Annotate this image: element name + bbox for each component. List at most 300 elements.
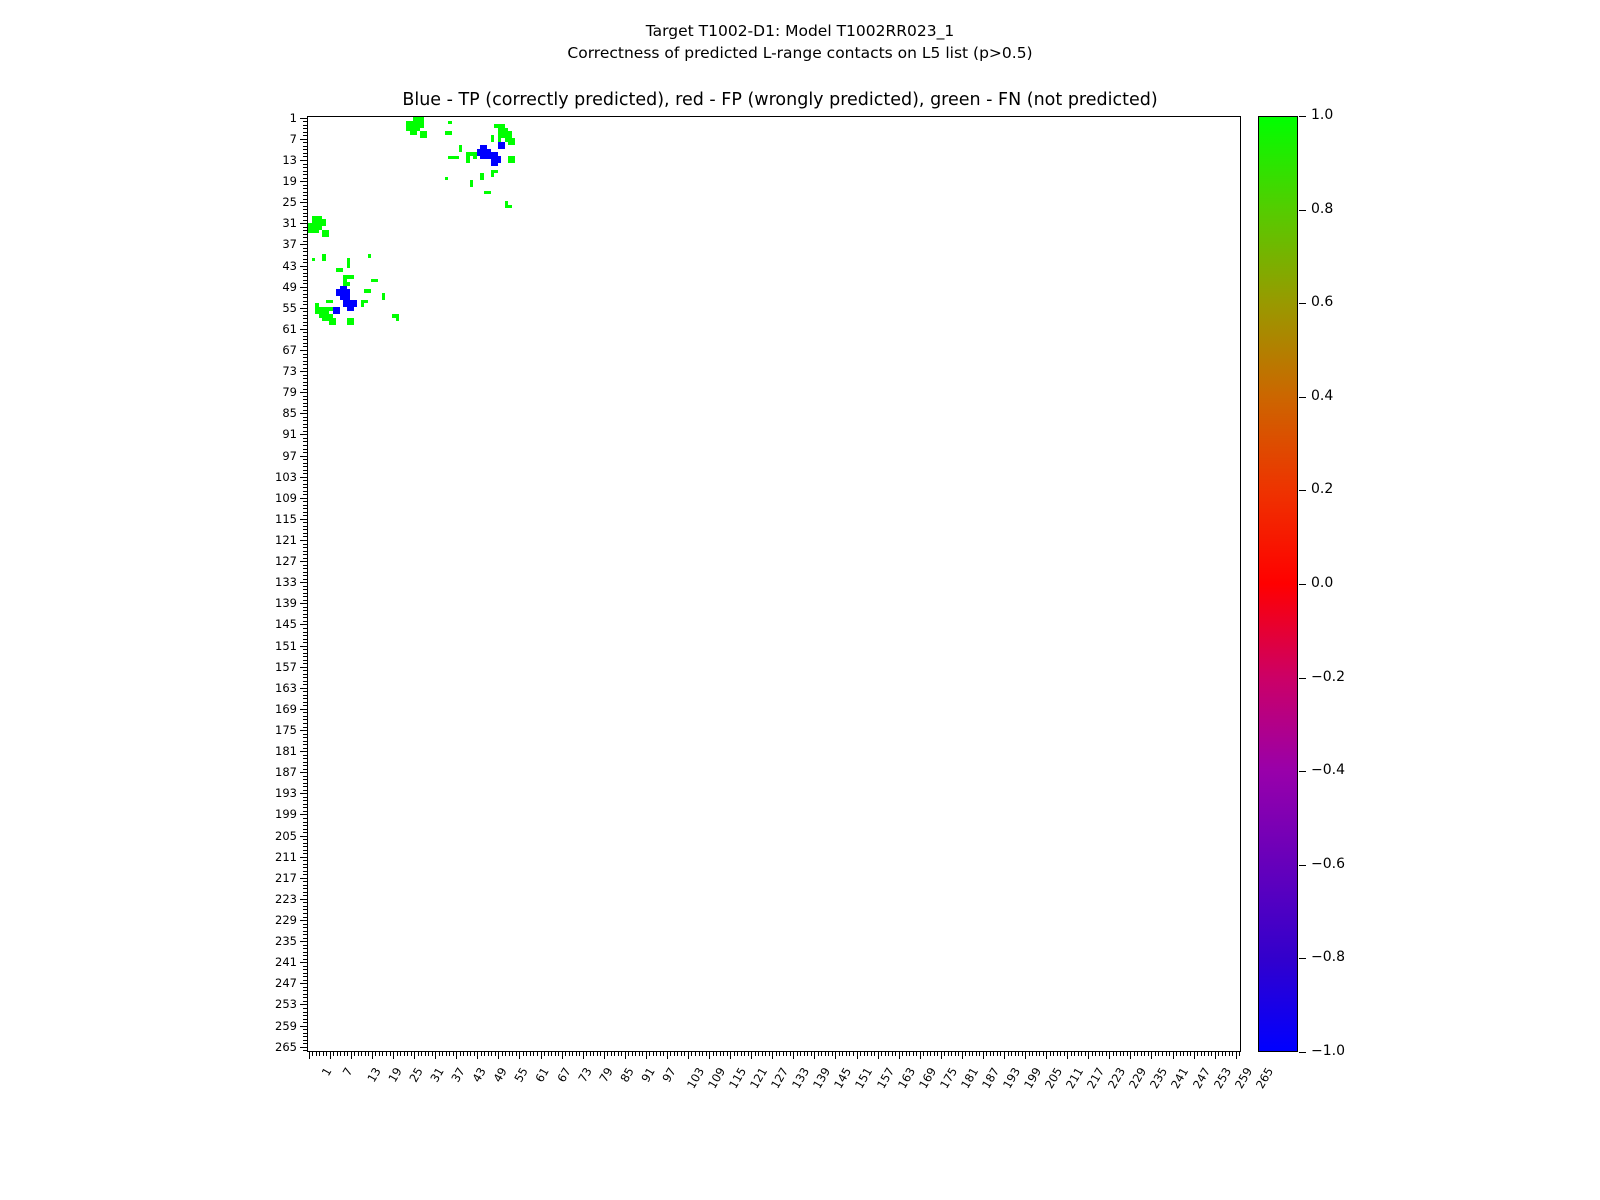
x-tick [421, 1052, 422, 1056]
x-tick [386, 1052, 387, 1056]
y-tick [303, 494, 307, 495]
contact-cell [343, 296, 347, 300]
y-tick-label: 133 [275, 575, 297, 590]
x-tick [691, 1052, 692, 1056]
y-tick [303, 779, 307, 780]
y-tick [303, 294, 307, 295]
y-tick [300, 688, 307, 689]
y-tick [303, 156, 307, 157]
x-tick-label: 259 [1231, 1065, 1255, 1092]
y-tick [303, 565, 307, 566]
x-tick [902, 1052, 903, 1056]
x-tick [460, 1052, 461, 1056]
y-tick [303, 888, 307, 889]
x-tick [1141, 1052, 1142, 1056]
y-tick [303, 385, 307, 386]
y-tick [300, 793, 307, 794]
x-tick [625, 1052, 626, 1059]
y-tick [303, 670, 307, 671]
x-tick [1071, 1052, 1072, 1056]
x-tick [860, 1052, 861, 1056]
x-tick [744, 1052, 745, 1056]
x-tick [621, 1052, 622, 1056]
contact-cell [347, 258, 351, 262]
y-tick [303, 716, 307, 717]
y-tick [303, 343, 307, 344]
x-tick [881, 1052, 882, 1056]
x-tick [660, 1052, 661, 1056]
y-tick [303, 762, 307, 763]
y-tick-label: 247 [275, 976, 297, 991]
x-tick [909, 1052, 910, 1056]
y-tick-label: 265 [275, 1039, 297, 1054]
x-tick [428, 1052, 429, 1056]
y-tick [303, 487, 307, 488]
y-tick [303, 864, 307, 865]
x-tick [1116, 1052, 1117, 1056]
x-tick [526, 1052, 527, 1056]
y-tick [303, 192, 307, 193]
colorbar-tick [1299, 490, 1306, 491]
y-tick [303, 339, 307, 340]
x-tick-label: 163 [894, 1065, 918, 1092]
y-tick [303, 1019, 307, 1020]
x-tick [347, 1052, 348, 1056]
colorbar-tick [1299, 958, 1306, 959]
contact-cell [420, 124, 424, 128]
contact-cell [340, 268, 344, 272]
y-tick [303, 318, 307, 319]
x-tick [569, 1052, 570, 1056]
y-tick-label: 97 [282, 448, 297, 463]
y-tick [303, 248, 307, 249]
y-tick [303, 459, 307, 460]
x-tick [390, 1052, 391, 1056]
y-tick [303, 153, 307, 154]
y-tick [300, 266, 307, 267]
x-tick [316, 1052, 317, 1056]
title-line-1: Target T1002-D1: Model T1002RR023_1 [645, 22, 955, 40]
y-tick [303, 712, 307, 713]
contact-cell [375, 279, 379, 283]
x-tick [319, 1052, 320, 1056]
x-tick-label: 217 [1084, 1065, 1108, 1092]
y-tick [303, 783, 307, 784]
y-tick [303, 822, 307, 823]
x-tick [748, 1052, 749, 1056]
x-tick [920, 1052, 921, 1059]
x-tick [864, 1052, 865, 1056]
x-tick [411, 1052, 412, 1056]
y-tick [303, 811, 307, 812]
y-tick [303, 695, 307, 696]
x-tick [1029, 1052, 1030, 1056]
y-tick [303, 206, 307, 207]
y-tick-label: 67 [282, 343, 297, 357]
x-tick [800, 1052, 801, 1056]
y-tick [303, 406, 307, 407]
x-tick [358, 1052, 359, 1056]
y-tick-label: 223 [275, 891, 297, 906]
y-tick [303, 304, 307, 305]
y-tick [300, 244, 307, 245]
y-tick [303, 1033, 307, 1034]
y-tick [303, 909, 307, 910]
x-tick [955, 1052, 956, 1056]
x-tick [751, 1052, 752, 1059]
contact-cell [512, 159, 516, 163]
x-tick [684, 1052, 685, 1056]
y-tick [300, 772, 307, 773]
contact-cell [382, 296, 386, 300]
x-tick [354, 1052, 355, 1056]
y-tick [303, 121, 307, 122]
y-tick [303, 237, 307, 238]
contact-cell [361, 303, 365, 307]
y-tick [300, 287, 307, 288]
x-tick [1011, 1052, 1012, 1056]
y-tick [303, 1040, 307, 1041]
y-tick-label: 91 [282, 427, 297, 442]
x-tick [1109, 1052, 1110, 1059]
x-tick [509, 1052, 510, 1056]
y-tick [303, 251, 307, 252]
contact-cell [413, 128, 417, 132]
x-tick [1085, 1052, 1086, 1056]
y-tick [303, 209, 307, 210]
y-tick [303, 146, 307, 147]
contact-cell [491, 138, 495, 142]
contact-map-cells [308, 117, 1240, 1051]
x-tick [544, 1052, 545, 1056]
contact-cell [494, 163, 498, 167]
x-tick [1081, 1052, 1082, 1056]
y-tick [303, 952, 307, 953]
x-tick-label: 229 [1126, 1065, 1150, 1092]
y-tick [303, 533, 307, 534]
y-tick [303, 220, 307, 221]
x-tick [590, 1052, 591, 1056]
x-tick [832, 1052, 833, 1056]
colorbar-tick-label: 1.0 [1311, 107, 1334, 123]
x-tick [1239, 1052, 1240, 1056]
y-tick [303, 403, 307, 404]
y-tick [303, 417, 307, 418]
y-tick [303, 554, 307, 555]
y-tick [300, 456, 307, 457]
y-tick [303, 230, 307, 231]
y-tick [303, 818, 307, 819]
y-tick [303, 297, 307, 298]
x-tick [846, 1052, 847, 1056]
x-tick [326, 1052, 327, 1056]
contact-cell [494, 170, 498, 174]
y-tick [303, 1029, 307, 1030]
x-tick [375, 1052, 376, 1056]
x-tick-label: 109 [704, 1065, 729, 1092]
y-tick [300, 941, 307, 942]
y-tick [303, 389, 307, 390]
y-tick [303, 839, 307, 840]
x-tick [699, 1052, 700, 1056]
y-tick [303, 737, 307, 738]
x-tick [656, 1052, 657, 1056]
x-tick [533, 1052, 534, 1056]
x-tick [1120, 1052, 1121, 1056]
x-axis [307, 1052, 1276, 1162]
x-tick-label: 247 [1189, 1065, 1213, 1092]
contact-cell [347, 265, 351, 269]
x-tick [1095, 1052, 1096, 1056]
y-tick [303, 311, 307, 312]
y-tick [303, 938, 307, 939]
x-tick [642, 1052, 643, 1056]
y-tick [303, 276, 307, 277]
x-tick [611, 1052, 612, 1056]
x-tick [969, 1052, 970, 1056]
x-tick [491, 1052, 492, 1056]
y-tick [300, 1004, 307, 1005]
x-tick-label: 157 [873, 1065, 897, 1092]
y-tick [303, 199, 307, 200]
x-tick [983, 1052, 984, 1059]
x-tick [885, 1052, 886, 1056]
y-tick [303, 948, 307, 949]
x-tick [1004, 1052, 1005, 1059]
y-tick [303, 681, 307, 682]
x-tick [312, 1052, 313, 1056]
x-tick [1190, 1052, 1191, 1056]
x-tick [839, 1052, 840, 1056]
contact-cell [448, 131, 452, 135]
x-tick-label: 73 [574, 1065, 595, 1085]
colorbar-tick [1299, 584, 1306, 585]
x-tick [618, 1052, 619, 1056]
y-tick [303, 449, 307, 450]
x-tick [1155, 1052, 1156, 1056]
contact-cell [480, 177, 484, 181]
x-tick [1208, 1052, 1209, 1056]
y-tick [303, 354, 307, 355]
x-tick [923, 1052, 924, 1056]
contact-cell [364, 300, 368, 304]
y-tick [303, 572, 307, 573]
x-tick [653, 1052, 654, 1056]
y-tick [303, 807, 307, 808]
y-tick [303, 466, 307, 467]
y-tick [303, 867, 307, 868]
x-tick [941, 1052, 942, 1059]
y-tick [300, 814, 307, 815]
x-tick [1166, 1052, 1167, 1056]
y-tick [303, 639, 307, 640]
y-tick [300, 899, 307, 900]
y-tick [300, 730, 307, 731]
y-tick [303, 579, 307, 580]
y-tick [300, 667, 307, 668]
y-tick [303, 463, 307, 464]
y-tick [303, 568, 307, 569]
x-tick [1225, 1052, 1226, 1056]
y-tick [303, 174, 307, 175]
x-tick-label: 151 [852, 1065, 876, 1092]
x-tick-label: 97 [659, 1065, 679, 1085]
x-tick [635, 1052, 636, 1056]
contact-cell [322, 223, 326, 227]
y-tick [303, 596, 307, 597]
x-tick [1123, 1052, 1124, 1056]
y-tick [303, 881, 307, 882]
y-tick [303, 832, 307, 833]
colorbar-tick-label: −0.2 [1311, 668, 1345, 685]
y-tick-label: 199 [275, 807, 297, 822]
x-tick [541, 1052, 542, 1059]
x-tick [769, 1052, 770, 1056]
x-tick [330, 1052, 331, 1059]
y-tick [303, 895, 307, 896]
contact-cell [448, 121, 452, 125]
x-tick [404, 1052, 405, 1056]
x-tick [670, 1052, 671, 1056]
x-tick [309, 1052, 310, 1059]
x-tick [565, 1052, 566, 1056]
y-tick [303, 283, 307, 284]
x-tick [449, 1052, 450, 1056]
contact-cell [470, 184, 474, 188]
contact-cell [501, 145, 505, 149]
contact-cell [382, 293, 386, 297]
x-tick [628, 1052, 629, 1056]
y-tick [303, 501, 307, 502]
y-tick [303, 600, 307, 601]
y-tick [303, 213, 307, 214]
x-tick [944, 1052, 945, 1056]
y-tick [303, 797, 307, 798]
y-tick [303, 769, 307, 770]
y-tick [303, 1008, 307, 1009]
x-tick [646, 1052, 647, 1059]
y-tick [303, 660, 307, 661]
y-tick [303, 593, 307, 594]
x-tick [783, 1052, 784, 1056]
contact-cell [501, 135, 505, 139]
y-tick [300, 983, 307, 984]
y-tick [303, 853, 307, 854]
y-tick [300, 392, 307, 393]
contact-cell [322, 314, 326, 318]
y-tick [303, 727, 307, 728]
x-tick [502, 1052, 503, 1056]
y-tick [300, 477, 307, 478]
y-tick [303, 885, 307, 886]
y-tick [303, 262, 307, 263]
x-tick [414, 1052, 415, 1059]
x-tick [997, 1052, 998, 1056]
x-tick [990, 1052, 991, 1056]
colorbar-tick [1299, 303, 1306, 304]
x-tick [821, 1052, 822, 1056]
x-tick [906, 1052, 907, 1056]
x-tick [1176, 1052, 1177, 1056]
x-tick [368, 1052, 369, 1056]
x-tick [1137, 1052, 1138, 1056]
y-tick [303, 1012, 307, 1013]
x-tick [934, 1052, 935, 1056]
x-tick [1050, 1052, 1051, 1056]
x-tick [688, 1052, 689, 1059]
contact-cell [368, 289, 372, 293]
y-tick [303, 642, 307, 643]
y-tick-label: 55 [282, 300, 297, 315]
y-tick [303, 575, 307, 576]
x-tick-label: 61 [532, 1065, 553, 1085]
x-tick-label: 169 [915, 1065, 939, 1092]
y-tick [303, 135, 307, 136]
x-tick [695, 1052, 696, 1056]
x-tick [804, 1052, 805, 1056]
contact-cell [448, 156, 452, 160]
x-tick [811, 1052, 812, 1056]
y-tick [303, 843, 307, 844]
y-tick [303, 396, 307, 397]
y-tick-label: 121 [275, 533, 297, 547]
x-tick [1102, 1052, 1103, 1056]
x-tick [432, 1052, 433, 1056]
y-tick [303, 441, 307, 442]
y-tick [300, 139, 307, 140]
x-tick [916, 1052, 917, 1056]
y-tick-label: 163 [275, 680, 297, 695]
contact-cell [315, 230, 319, 234]
x-tick [1078, 1052, 1079, 1056]
y-tick [303, 315, 307, 316]
contact-cell [396, 318, 400, 322]
x-tick [586, 1052, 587, 1056]
x-tick-label: 31 [427, 1065, 447, 1085]
y-tick [303, 1015, 307, 1016]
y-tick [300, 371, 307, 372]
y-tick [303, 178, 307, 179]
contact-cell [417, 124, 421, 128]
x-tick [737, 1052, 738, 1056]
x-tick [351, 1052, 352, 1059]
x-tick [663, 1052, 664, 1056]
y-tick [300, 836, 307, 837]
y-tick-label: 1 [289, 110, 297, 125]
x-tick [456, 1052, 457, 1059]
colorbar [1258, 107, 1345, 1059]
y-tick [300, 624, 307, 625]
y-tick [303, 850, 307, 851]
x-tick [1067, 1052, 1068, 1059]
x-tick-label: 145 [831, 1065, 855, 1092]
x-tick-label: 199 [1020, 1065, 1045, 1092]
y-tick [303, 656, 307, 657]
y-tick-label: 229 [275, 913, 297, 928]
colorbar-gradient [1258, 116, 1298, 1052]
x-tick [867, 1052, 868, 1056]
x-tick-label: 253 [1210, 1065, 1234, 1092]
y-tick [303, 744, 307, 745]
y-tick [300, 1026, 307, 1027]
x-tick [962, 1052, 963, 1059]
y-tick [303, 375, 307, 376]
x-tick [818, 1052, 819, 1056]
x-tick [958, 1052, 959, 1056]
x-tick-label: 187 [978, 1065, 1002, 1092]
x-tick [776, 1052, 777, 1056]
y-tick [303, 786, 307, 787]
